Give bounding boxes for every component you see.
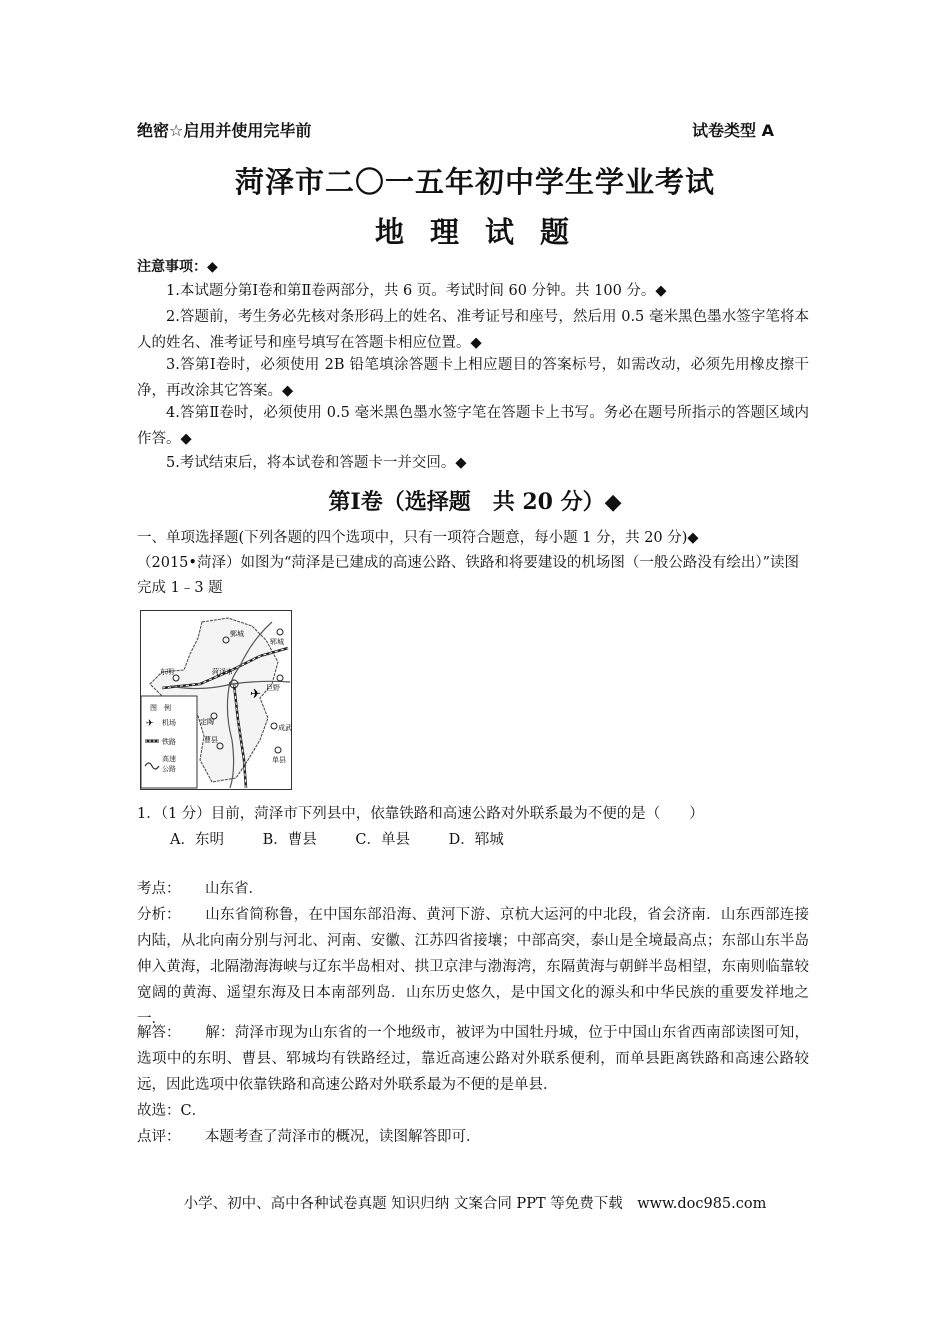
question-intro: 一、单项选择题(下列各题的四个选项中，只有一项符合题意，每小题 1 分，共 20 分)◆ xyxy=(137,530,699,546)
notice-item-1: 1.本试题分第Ⅰ卷和第Ⅱ卷两部分，共 6 页。考试时间 60 分钟。共 100 分。◆ xyxy=(166,283,667,299)
city-heze: 菏泽市 xyxy=(212,668,233,676)
question-stem: 1．（1 分）目前，菏泽市下列县中，依靠铁路和高速公路对外联系最为不便的是（ ） xyxy=(137,806,704,822)
dianping-label: 点评： xyxy=(137,1129,181,1145)
option-b: B．曹县 xyxy=(262,832,317,848)
section-title: 第Ⅰ卷（选择题 共 20 分）◆ xyxy=(328,489,622,515)
answer-choice: 故选：C． xyxy=(137,1103,207,1119)
dianping-text: 本题考查了菏泽市的概况，读图解答即可． xyxy=(205,1129,481,1145)
question-options xyxy=(170,828,538,849)
city-chengwu: 成武 xyxy=(278,724,292,732)
paper-type-label: 试卷类型 A xyxy=(692,121,774,140)
question-context: （2015•菏泽）如图为“菏泽是已建成的高速公路、铁路和将要建设的机场图（一般公路没有绘出）”读图完成 1﹣3 题 xyxy=(137,555,800,596)
city-juancheng: 鄄城 xyxy=(230,630,244,638)
city-shanxian: 单县 xyxy=(272,756,286,764)
option-d: D．郓城 xyxy=(448,832,504,848)
jieda-text: 解：菏泽市现为山东省的一个地级市，被评为中国牡丹城，位于中国山东省西南部读图可知，选项中的东明、曹县、郓城均有铁路经过，靠近高速公路对外联系便利，而单县距离铁路和高速公路较远，因此选项中依靠铁路和高速公路对外联系最为不便的是单县． xyxy=(137,1025,809,1093)
option-a: A．东明 xyxy=(170,832,224,848)
notice-item-2: 2.答题前，考生务必先核对条形码上的姓名、准考证号和座号，然后用 0.5 毫米黑色墨水签字笔将本人的姓名、准考证号和座号填写在答题卡相应位置。◆ xyxy=(137,309,809,351)
city-juye: 巨野 xyxy=(266,684,280,692)
legend-airport: 机场 xyxy=(162,719,176,727)
option-c: C．单县 xyxy=(355,832,410,848)
notice-item-4: 4.答第Ⅱ卷时，必须使用 0.5 毫米黑色墨水签字笔在答题卡上书写。务必在题号所指示的答题区域内作答。◆ xyxy=(137,405,809,447)
fenxi-text: 山东省简称鲁，在中国东部沿海、黄河下游、京杭大运河的中北段，省会济南．山东西部连接内陆，从北向南分别与河北、河南、安徽、江苏四省接壤；中部高突，泰山是全境最高点；东部山东半岛伸入黄海，北隔渤海海峡与辽东半岛相对、拱卫京津与渤海湾，东隔黄海与朝鲜半岛相望，东南则临靠较宽阔的黄海、遥望东海及日本南部列岛．山东历史悠久，是中国文化的源头和中华民族的重要发祥地之一． xyxy=(137,907,809,1027)
legend-railway: 铁路 xyxy=(162,738,176,746)
exam-subject: 地理试题 xyxy=(374,215,595,249)
legend-highway: 高速公路 xyxy=(162,755,176,773)
legend-title: 图 例 xyxy=(150,704,171,712)
exam-title: 菏泽市二〇一五年初中学生学业考试 xyxy=(234,165,715,199)
kaodian-label: 考点： xyxy=(137,881,181,897)
kaodian-row xyxy=(137,876,809,902)
dianping-row xyxy=(137,1124,809,1150)
fenxi-row xyxy=(137,902,809,1032)
footer-text: 小学、初中、高中各种试卷真题 知识归纳 文案合同 PPT 等免费下载 www.doc985.com xyxy=(183,1196,767,1212)
confidential-label: 绝密☆启用并使用完毕前 xyxy=(137,121,312,140)
notice-heading: 注意事项：◆ xyxy=(137,259,218,275)
city-yuncheng: 郓城 xyxy=(270,638,284,646)
city-dingtao: 定陶 xyxy=(200,718,214,726)
notice-item-5: 5.考试结束后，将本试卷和答题卡一并交回。◆ xyxy=(166,455,467,471)
heze-map xyxy=(140,610,292,790)
jieda-row xyxy=(137,1020,809,1098)
city-dongming: 东明 xyxy=(160,668,174,676)
jieda-label: 解答： xyxy=(137,1025,181,1041)
notice-item-3: 3.答第Ⅰ卷时，必须使用 2B 铅笔填涂答题卡上相应题目的答案标号，如需改动，必须先用橡皮擦干净，再改涂其它答案。◆ xyxy=(137,357,809,399)
fenxi-label: 分析： xyxy=(137,907,181,923)
kaodian-text: 山东省． xyxy=(205,881,263,897)
city-caoxian: 曹县 xyxy=(204,736,218,744)
legend-airplane-icon: ✈ xyxy=(146,719,154,729)
airplane-icon: ✈ xyxy=(250,687,261,702)
